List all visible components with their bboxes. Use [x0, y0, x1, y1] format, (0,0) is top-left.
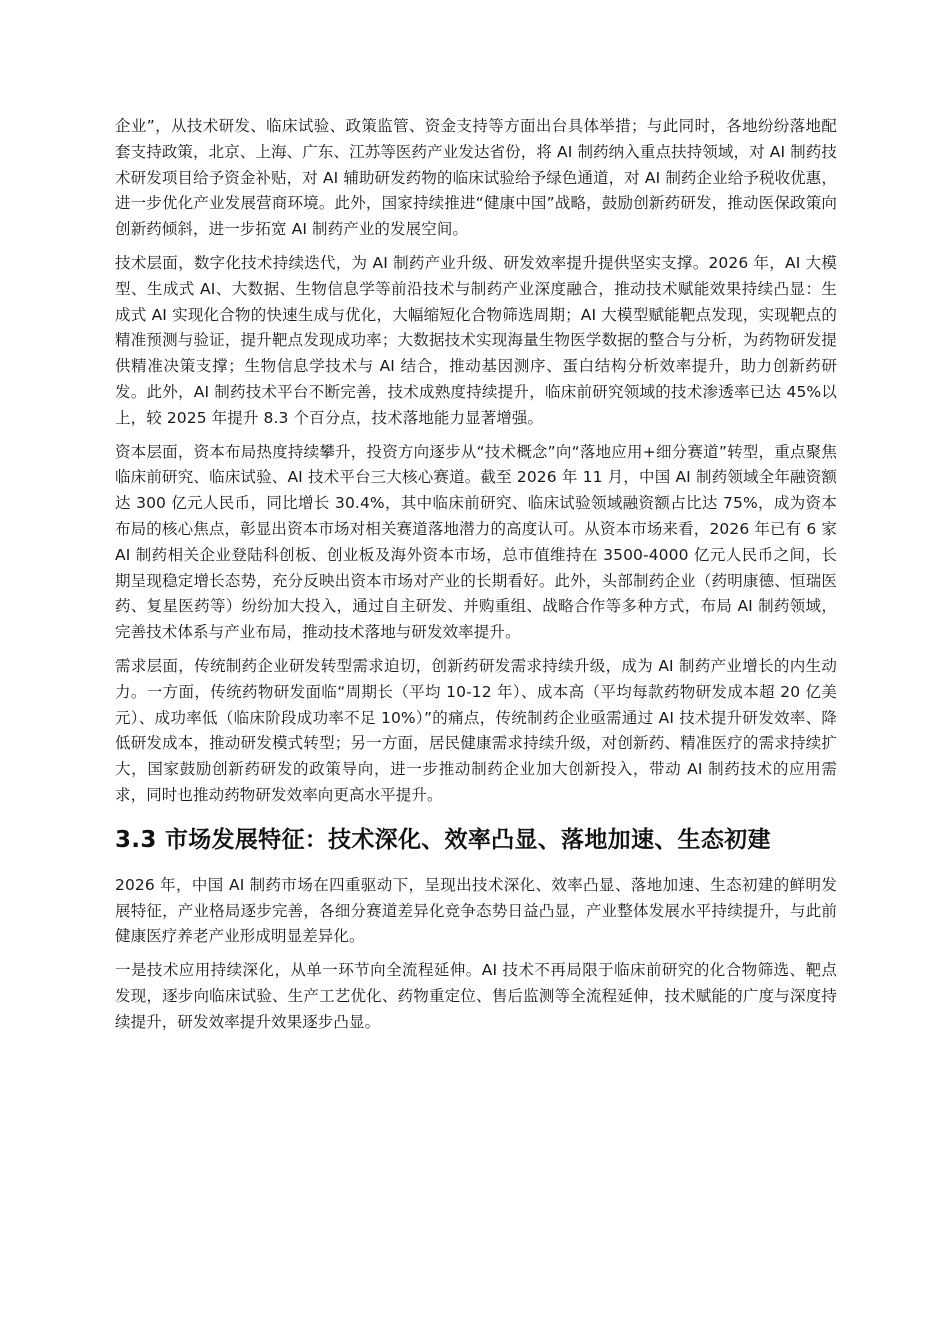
paragraph-capital: 资本层面，资本布局热度持续攀升，投资方向逐步从“技术概念”向“落地应用+细分赛道”转型，重点聚焦临床前研究、临床试验、AI 技术平台三大核心赛道。截至 2026 年 11 月，中国 AI 制药领域全年融资额达 300 亿元人民币，同比增长 30.4%，其中临床前研究、临床试验领域融资额占比达 75%，成为资本布局的核心焦点，彰显出资本市场对相关赛道落地潜力的高度认可。从资本市场来看，2026 年已有 6 家 AI 制药相关企业登陆科创板、创业板及海外资本市场，总市值维持在 3500-4000 亿元人民币之间，长期呈现稳定增长态势，充分反映出资本市场对产业的长期看好。此外，头部制药企业（药明康德、恒瑞医药、复星医药等）纷纷加大投入，通过自主研发、并购重组、战略合作等多种方式，布局 AI 制药领域，完善技术体系与产业布局，推动技术落地与研发效率提升。: [115, 442, 837, 642]
paragraph-technology: 技术层面，数字化技术持续迭代，为 AI 制药产业升级、研发效率提升提供坚实支撑。2026 年，AI 大模型、生成式 AI、大数据、生物信息学等前沿技术与制药产业深度融合，推动技术赋能效果持续凸显：生成式 AI 实现化合物的快速生成与优化，大幅缩短化合物筛选周期；AI 大模型赋能靶点发现，实现靶点的精准预测与验证，提升靶点发现成功率；大数据技术实现海量生物医学数据的整合与分析，为药物研发提供精准决策支撑；生物信息学技术与 AI 结合，推动基因测序、蛋白结构分析效率提升，助力创新药研发。此外，AI 制药技术平台不断完善，技术成熟度持续提升，临床前研究领域的技术渗透率已达 45%以上，较 2025 年提升 8.3 个百分点，技术落地能力显著增强。: [115, 253, 837, 427]
paragraph-market-overview: 2026 年，中国 AI 制药市场在四重驱动下，呈现出技术深化、效率凸显、落地加速、生态初建的鲜明发展特征，产业格局逐步完善，各细分赛道差异化竞争态势日益凸显，产业整体发展水平持续提升，与此前健康医疗养老产业形成明显差异化。: [115, 875, 837, 946]
paragraph-policy: 企业”，从技术研发、临床试验、政策监管、资金支持等方面出台具体举措；与此同时，各地纷纷落地配套支持政策，北京、上海、广东、江苏等医药产业发达省份，将 AI 制药纳入重点扶持领域，对 AI 制药技术研发项目给予资金补贴，对 AI 辅助研发药物的临床试验给予绿色通道，对 AI 制药企业给予税收优惠，进一步优化产业发展营商环境。此外，国家持续推进“健康中国”战略，鼓励创新药研发，推动医保政策向创新药倾斜，进一步拓宽 AI 制药产业的发展空间。: [115, 117, 837, 239]
document-body: [115, 114, 837, 1044]
paragraph-technology-deepening: 一是技术应用持续深化，从单一环节向全流程延伸。AI 技术不再局限于临床前研究的化合物筛选、靶点发现，逐步向临床试验、生产工艺优化、药物重定位、售后监测等全流程延伸，技术赋能的广度与深度持续提升，研发效率提升效果逐步凸显。: [115, 961, 837, 1031]
paragraph-demand: 需求层面，传统制药企业研发转型需求迫切，创新药研发需求持续升级，成为 AI 制药产业增长的内生动力。一方面，传统药物研发面临“周期长（平均 10-12 年）、成本高（平均每款药物研发成本超 20 亿美元）、成功率低（临床阶段成功率不足 10%）”的痛点，传统制药企业亟需通过 AI 技术提升研发效率、降低研发成本，推动研发模式转型；另一方面，居民健康需求持续升级，对创新药、精准医疗的需求持续扩大，国家鼓励创新药研发的政策导向，进一步推动制药企业加大创新投入，带动 AI 制药技术的应用需求，同时也推动药物研发效率向更高水平提升。: [115, 656, 837, 804]
section-heading: 3.3 市场发展特征：技术深化、效率凸显、落地加速、生态初建: [115, 826, 771, 853]
